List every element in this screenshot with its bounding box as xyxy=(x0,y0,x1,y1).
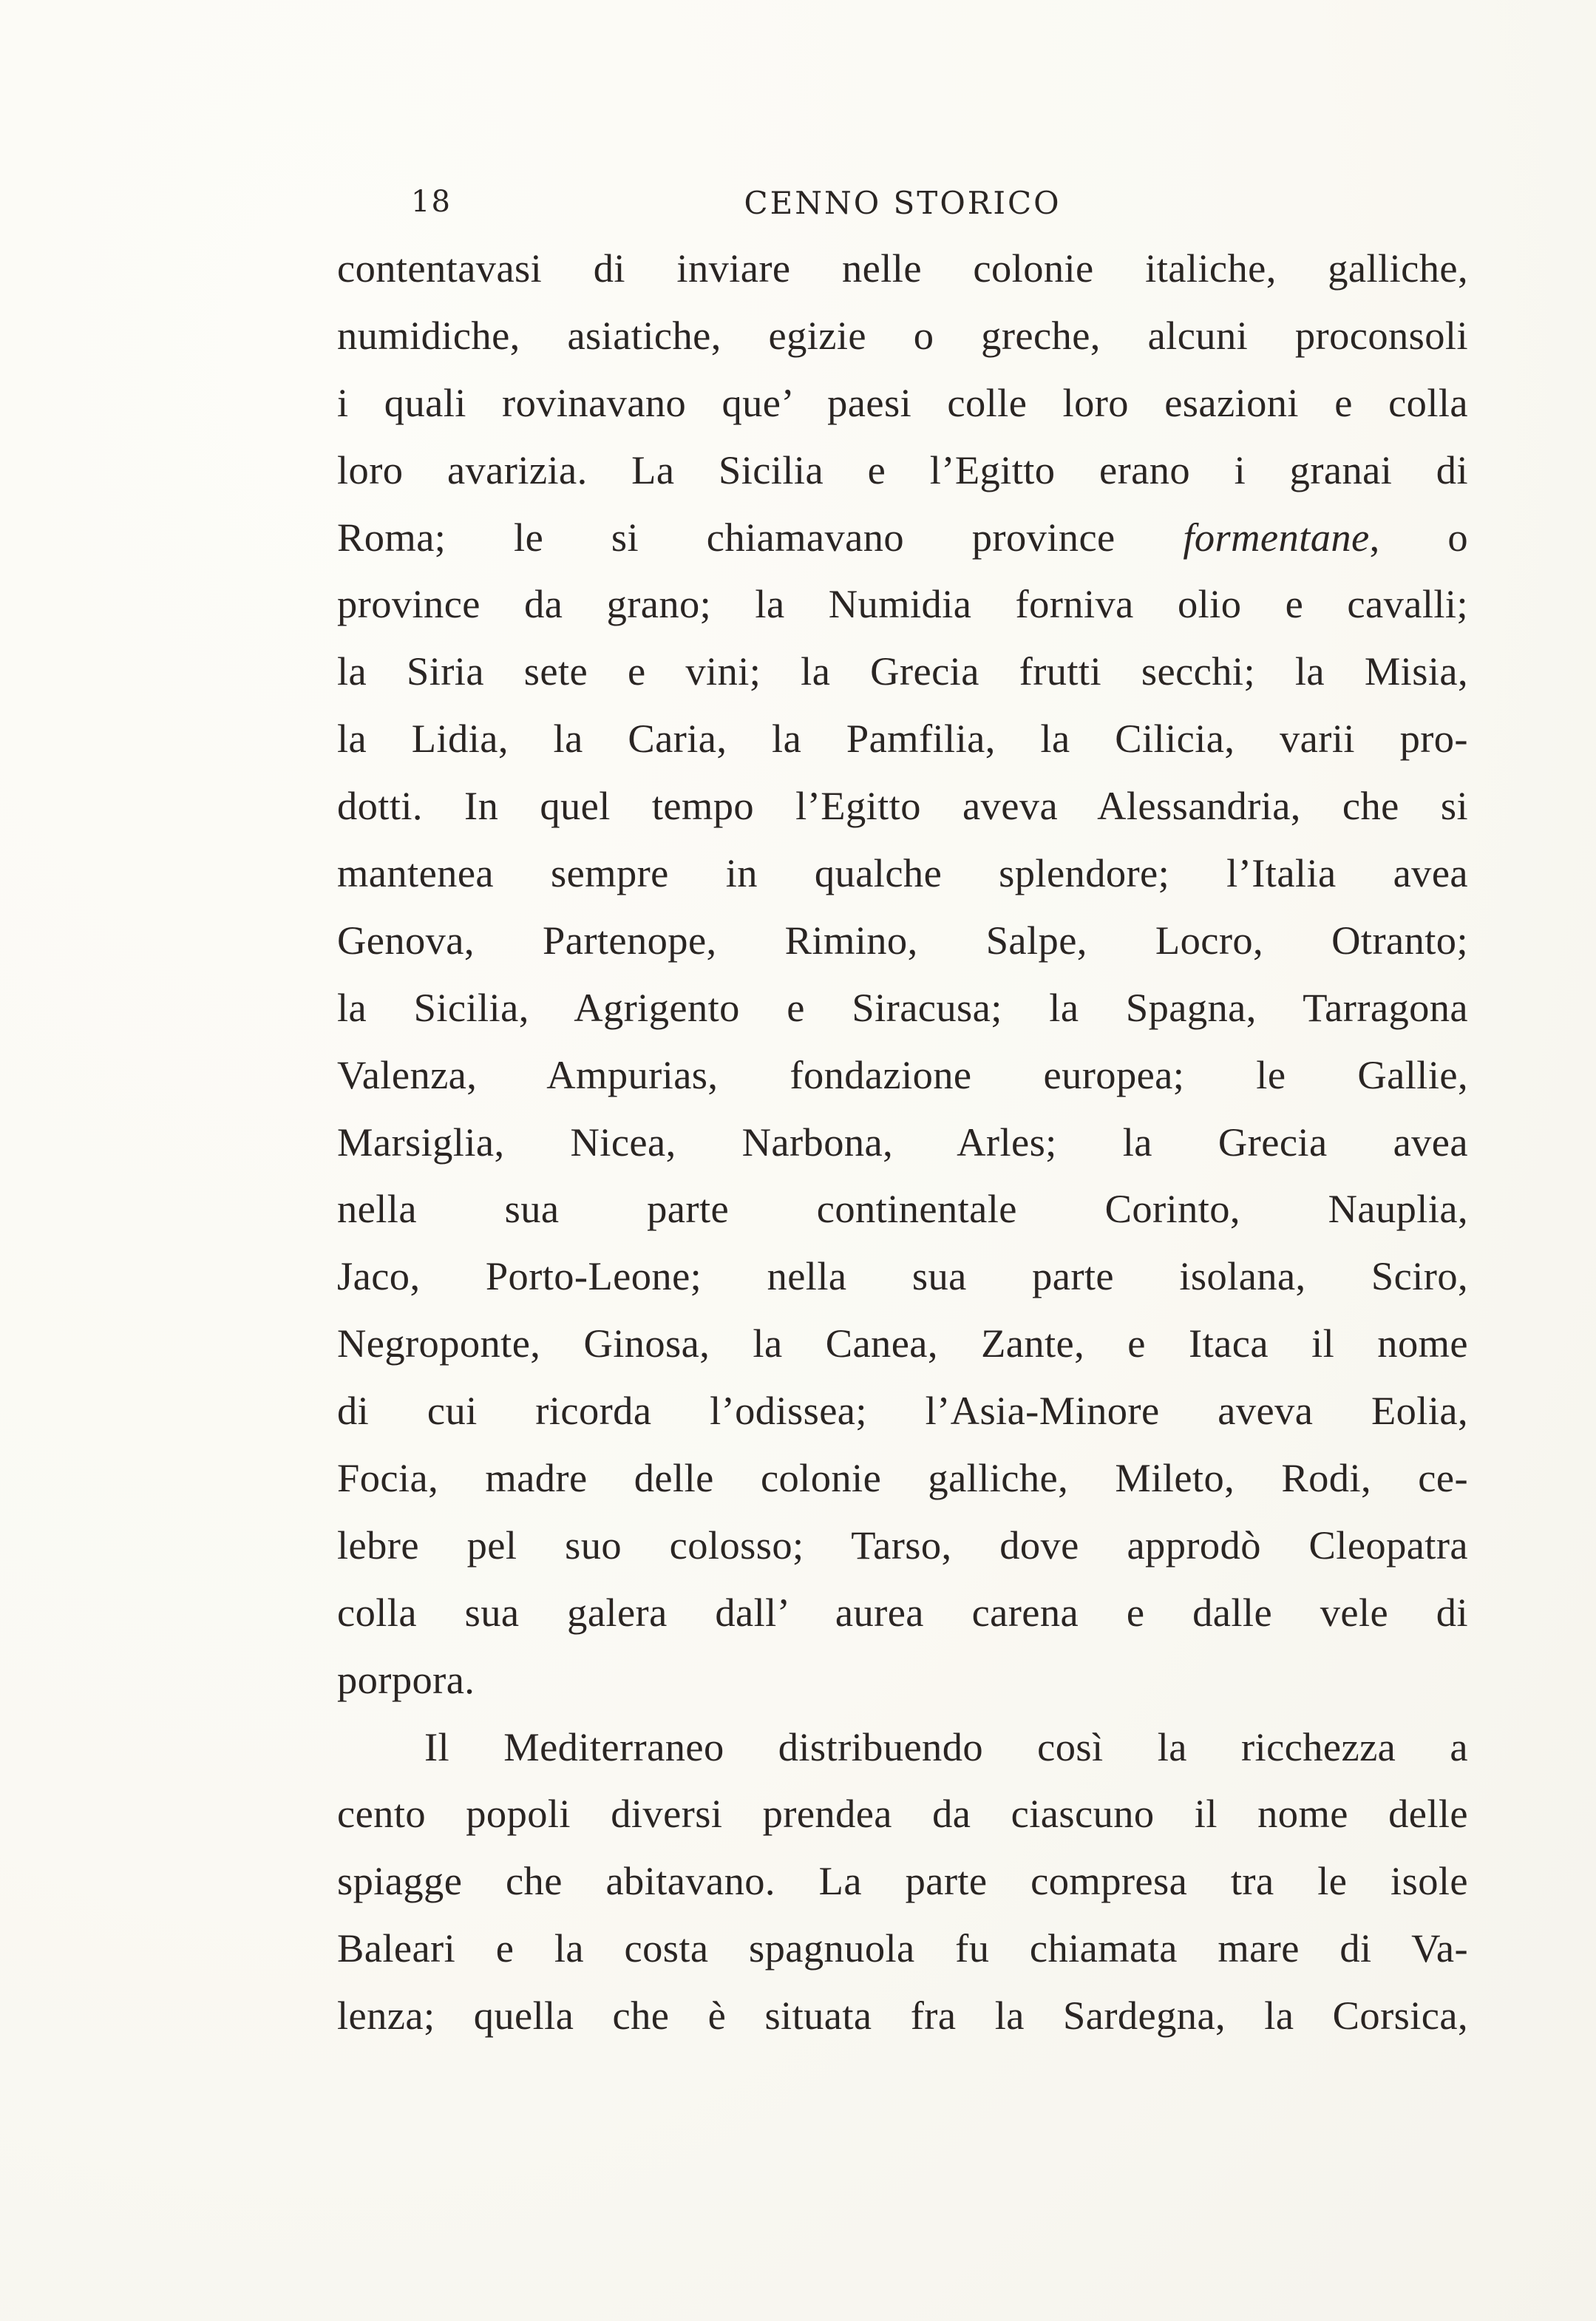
text-line-indented: Il Mediterraneo distribuendo così la ricchezza a xyxy=(424,1724,1468,1769)
page-number: 18 xyxy=(411,185,452,219)
text-line: Negroponte, Ginosa, la Canea, Zante, e Itaca il nome xyxy=(337,1321,1468,1366)
roma-line-end: , o xyxy=(1369,514,1468,560)
text-line: i quali rovinavano que’ paesi colle loro esazioni e colla xyxy=(337,379,1468,425)
text-line-last: porpora. xyxy=(337,1656,475,1702)
text-line: la Lidia, la Caria, la Pamfilia, la Cilicia, varii pro- xyxy=(337,716,1468,762)
text-line: cento popoli diversi prendea da ciascuno il nome delle xyxy=(337,1791,1468,1837)
text-line: la Sicilia, Agrigento e Siracusa; la Spagna, Tarragona xyxy=(337,984,1468,1030)
running-head xyxy=(337,185,1468,229)
text-line: loro avarizia. La Sicilia e l’Egitto erano i granai di xyxy=(337,447,1468,492)
italic-term: formentane xyxy=(1183,514,1370,560)
text-line: Baleari e la costa spagnuola fu chiamata mare di Va- xyxy=(337,1925,1468,1971)
text-line: la Siria sete e vini; la Grecia frutti secchi; la Misia, xyxy=(337,648,1468,694)
text-line: Jaco, Porto-Leone; nella sua parte isolana, Sciro, xyxy=(337,1253,1468,1299)
text-line: contentavasi di inviare nelle colonie italiche, galliche, xyxy=(337,245,1468,291)
text-line: di cui ricorda l’odissea; l’Asia-Minore aveva Eolia, xyxy=(337,1388,1468,1434)
text-line: nella sua parte continentale Corinto, Nauplia, xyxy=(337,1186,1468,1232)
text-line: lebre pel suo colosso; Tarso, dove approdò Cleopatra xyxy=(337,1522,1468,1568)
text-line: Focia, madre delle colonie galliche, Mileto, Rodi, ce- xyxy=(337,1455,1468,1501)
text-line: Valenza, Ampurias, fondazione europea; le Gallie, xyxy=(337,1051,1468,1097)
text-line: province da grano; la Numidia forniva olio e cavalli; xyxy=(337,581,1468,627)
text-line: spiagge che abitavano. La parte compresa tra le isole xyxy=(337,1858,1468,1904)
text-line: Genova, Partenope, Rimino, Salpe, Locro, Otranto; xyxy=(337,917,1468,963)
text-line: numidiche, asiatiche, egizie o greche, alcuni proconsoli xyxy=(337,312,1468,358)
body-text xyxy=(337,235,1468,2050)
text-line: colla sua galera dall’ aurea carena e dalle vele di xyxy=(337,1589,1468,1635)
text-line: mantenea sempre in qualche splendore; l’Italia avea xyxy=(337,850,1468,896)
header-title: CENNO STORICO xyxy=(744,185,1062,221)
paragraph-1 xyxy=(337,235,1468,1714)
text-line-roma xyxy=(337,504,1468,572)
text-line: Marsiglia, Nicea, Narbona, Arles; la Grecia avea xyxy=(337,1119,1468,1165)
text-line: dotti. In quel tempo l’Egitto aveva Alessandria, che si xyxy=(337,783,1468,829)
text-line: lenza; quella che è situata fra la Sardegna, la Corsica, xyxy=(337,1993,1468,2039)
paragraph-2 xyxy=(337,1714,1468,2050)
roma-line-start: Roma; le si chiamavano province xyxy=(337,514,1184,560)
